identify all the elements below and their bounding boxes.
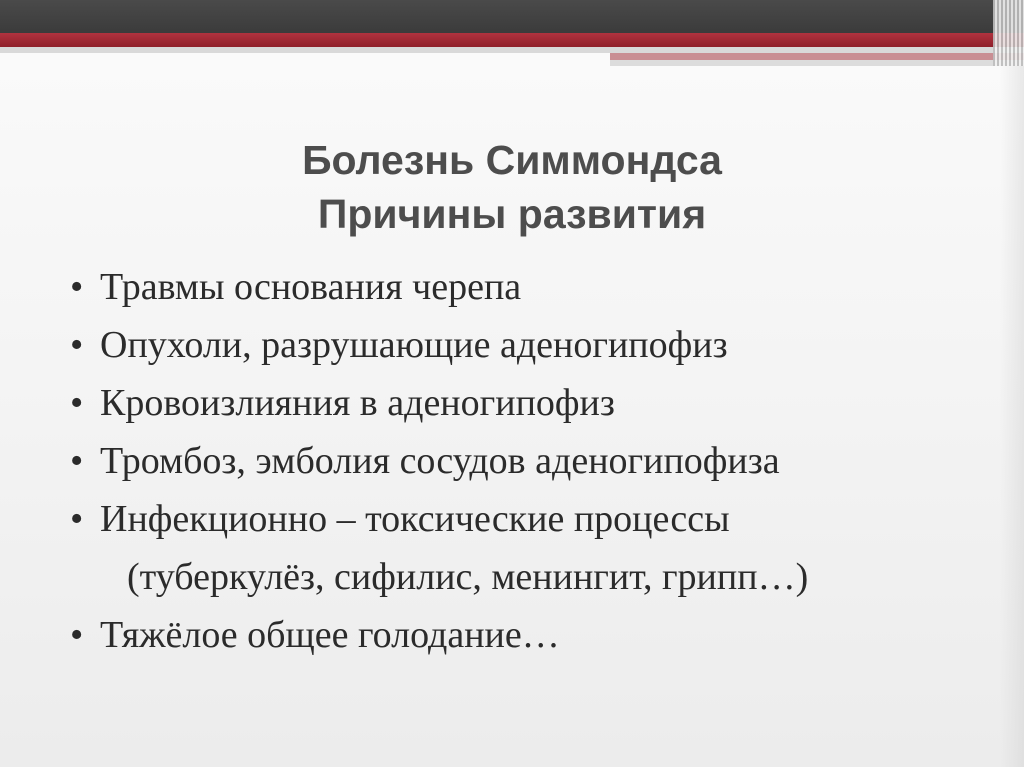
header-accent-band-light <box>610 60 1024 66</box>
list-item-text: Инфекционно – токсические процессы <box>100 498 730 540</box>
list-item <box>70 490 990 606</box>
list-item-continuation: (туберкулёз, сифилис, менингит, грипп…) <box>127 556 809 598</box>
bullet-icon: • <box>70 440 84 482</box>
bullet-icon: • <box>70 266 84 308</box>
list-item <box>70 374 990 432</box>
list-item <box>70 316 990 374</box>
list-item <box>70 258 990 316</box>
bullet-icon: • <box>70 498 84 540</box>
header-red-band <box>0 33 1024 47</box>
list-item-text: Тяжёлое общее голодание… <box>100 614 560 656</box>
header-accent-band <box>610 53 1024 60</box>
header-dark-band <box>0 0 1024 33</box>
list-item <box>70 432 990 490</box>
causes-list <box>70 258 990 664</box>
list-item-text: Опухоли, разрушающие аденогипофиз <box>100 324 728 366</box>
title-line-1: Болезнь Симмондса <box>302 137 722 183</box>
slide-title <box>0 133 1024 241</box>
bullet-icon: • <box>70 382 84 424</box>
list-item-text: Травмы основания черепа <box>100 266 522 308</box>
title-line-2: Причины развития <box>317 191 707 237</box>
bullet-icon: • <box>70 324 84 366</box>
corner-stripes-decoration <box>993 0 1024 66</box>
list-item-text: Тромбоз, эмболия сосудов аденогипофиза <box>100 440 780 482</box>
bullet-icon: • <box>70 614 84 656</box>
list-item-text: Кровоизлияния в аденогипофиз <box>100 382 615 424</box>
list-item <box>70 606 990 664</box>
list-item-multiline <box>100 490 808 606</box>
